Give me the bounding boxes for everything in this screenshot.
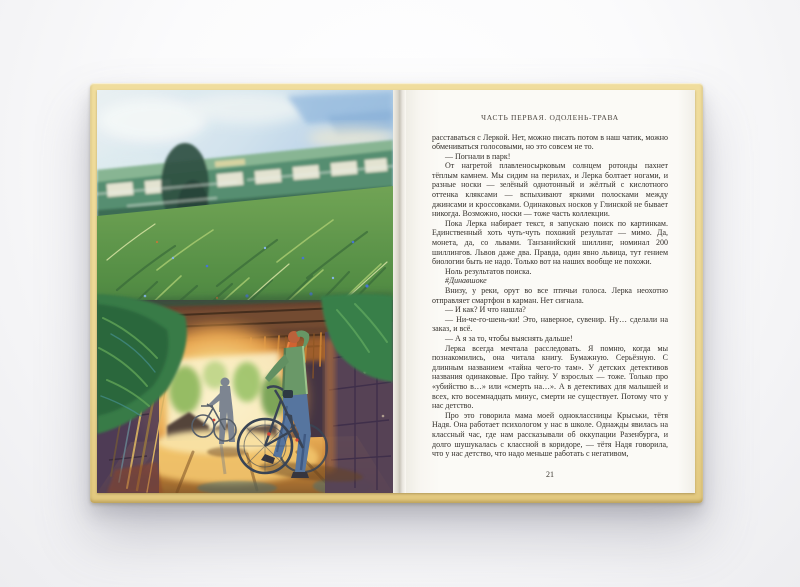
page-number: 21	[546, 470, 554, 479]
left-page	[97, 90, 393, 493]
paragraph: — Ни-че-го-шень-ки! Это, наверное, сувенир. Ну… сделали на заказ, и всё.	[432, 314, 668, 334]
paragraph: — А я за то, чтобы выяснять дальше!	[445, 333, 573, 343]
running-header: ЧАСТЬ ПЕРВАЯ. ОДОЛЕНЬ-ТРАВА	[481, 113, 619, 122]
paragraph: расставаться с Леркой. Нет, можно писать потом в наш чатик, можно обмениваться голосовыми, но это совсем не то.	[432, 132, 668, 152]
paragraph: От нагретой плавленосырковым солнцем ротонды пахнет тёплым камнем. Мы сидим на перилах, и Лерка болтает ногами, и разные носки — зелёный однотонный и жёлтый с кислотного оттенка кляксами — вспыхивают яркими полосками между джинсами и кроссовками. Одинаковых носков у Глинской не бывает никогда. Возможно, носки — тоже часть коллекции.	[432, 161, 668, 219]
open-book	[90, 83, 703, 503]
book-pages	[97, 90, 695, 493]
hashtag-line: #Динавшоке	[445, 276, 487, 286]
paragraph: Ноль результатов поиска.	[445, 266, 532, 276]
body-text	[432, 133, 668, 459]
paragraph: Лерка всегда мечтала расследовать. Я помню, когда мы познакомились, она читала книгу. Бумажную. Серьёзную. С длинным названием «тайна чего-то там». У детских детективов названия одинаковые. Про тайну. У взрослых — тоже. Только про «убийство в…» или «смерть на…». А в детективах для малышей и всех, кто восемнадцать минус, смерти не существует. Потому что у нас детство.	[432, 343, 668, 411]
paragraph: Про это говорила мама моей одноклассницы Крыськи, тётя Надя. Она работает психологом у нас в школе. Однажды явилась на классный час, где нам рассказывали об оккупации Разенбурга, и долго шушукалась с классной в коридоре, — тётя Надя говорила, что у нас детство, что надо меньше работать с негативом,	[432, 410, 668, 459]
book-gutter	[393, 90, 406, 493]
tunnel-illustration	[97, 90, 393, 493]
paragraph: — И как? И что нашла?	[445, 305, 526, 315]
right-page	[406, 90, 695, 493]
paragraph: Внизу, у реки, орут во все птичьи голоса. Лерка неохотно отправляет смартфон в карман. Нет сигнала.	[432, 286, 668, 305]
paragraph: — Погнали в парк!	[445, 151, 511, 161]
paragraph: Пока Лерка набирает текст, я запускаю поиск по картинкам. Единственный хоть чуть-чуть похожий результат — мимо. Да, монета, да, со львами. Танзанийский шиллинг, номинал 200 шиллингов. Львов даже два. Правда, один явно львица, тут гением биологии быть не надо. Только вот на наших вообще не похожи.	[432, 218, 668, 267]
